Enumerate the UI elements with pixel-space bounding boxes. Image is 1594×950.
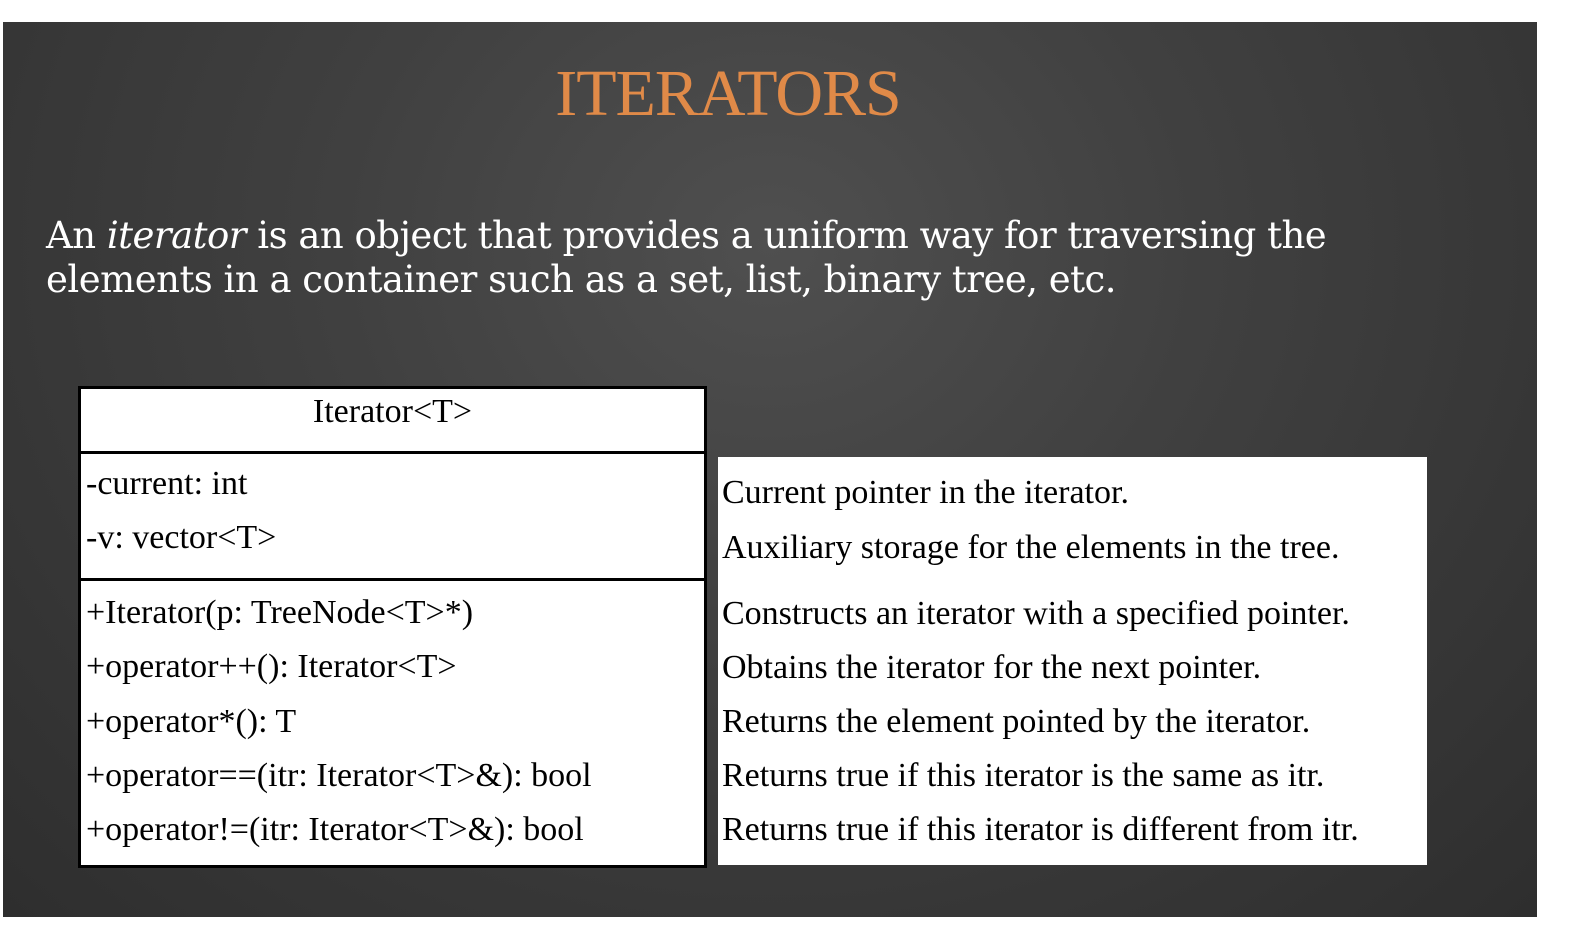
desc-not-equal: Returns true if this iterator is different from itr. [722,811,1359,848]
desc-constructor: Constructs an iterator with a specified pointer. [722,595,1350,632]
intro-line2: elements in a container such as a set, list, binary tree, etc. [46,258,1117,301]
intro-emphasis: iterator [106,214,246,257]
desc-current: Current pointer in the iterator. [722,474,1129,511]
slide-title: ITERATORS [555,57,901,130]
intro-prefix: An [46,214,107,257]
uml-operation-dereference: +operator*(): T [86,703,297,740]
desc-v: Auxiliary storage for the elements in the tree. [722,529,1340,566]
uml-class-name: Iterator<T> [81,389,704,454]
uml-operation-equal: +operator==(itr: Iterator<T>&): bool [86,757,592,794]
desc-dereference: Returns the element pointed by the iterator. [722,703,1311,740]
intro-text [46,214,1466,302]
intro-line1-rest: is an object that provides a uniform way for traversing the [246,214,1327,257]
desc-increment: Obtains the iterator for the next pointer. [722,649,1262,686]
uml-class-box [78,386,707,868]
uml-operation-increment: +operator++(): Iterator<T> [86,648,457,685]
uml-attribute-v: -v: vector<T> [86,519,277,556]
uml-attribute-current: -current: int [86,465,248,502]
slide [3,22,1537,917]
desc-equal: Returns true if this iterator is the same as itr. [722,757,1325,794]
uml-operation-constructor: +Iterator(p: TreeNode<T>*) [86,594,474,631]
descriptions-box [718,457,1427,865]
uml-attributes-section [81,454,704,581]
uml-operation-not-equal: +operator!=(itr: Iterator<T>&): bool [86,811,584,848]
